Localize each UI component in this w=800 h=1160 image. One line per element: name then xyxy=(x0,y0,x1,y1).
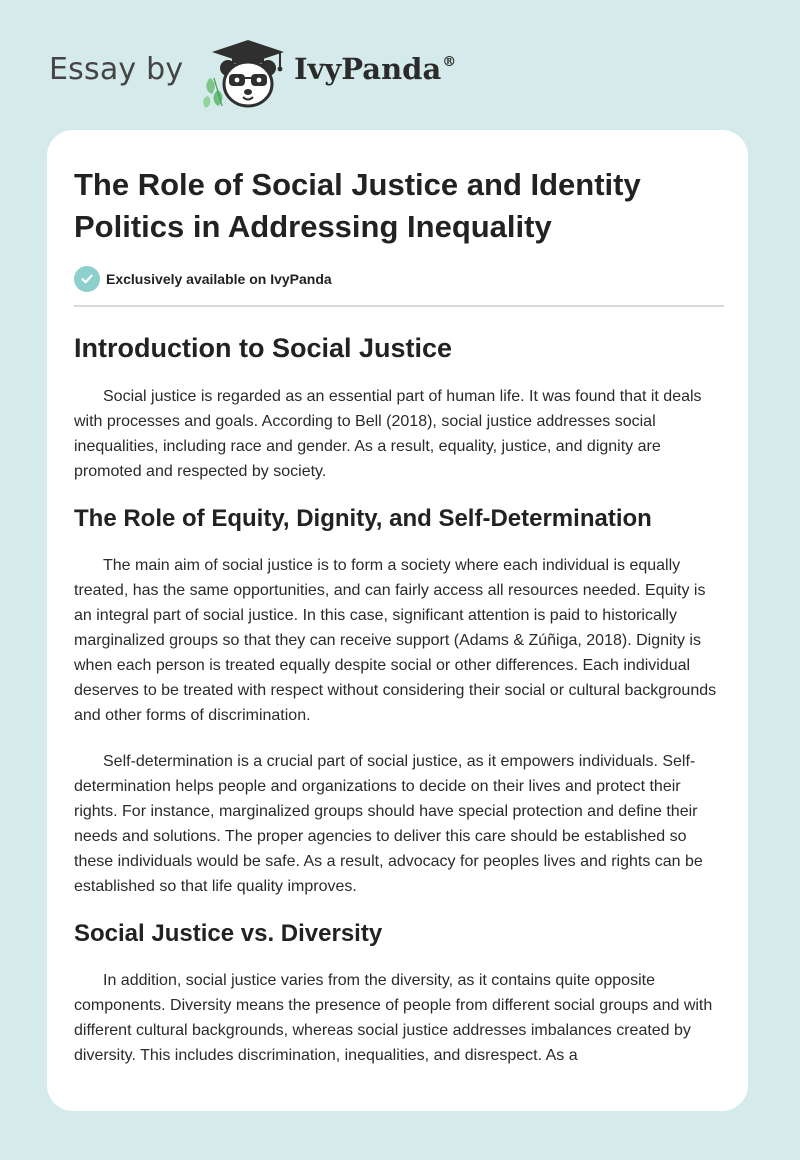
check-circle-icon xyxy=(74,266,100,292)
essay-by-label: Essay by xyxy=(49,52,184,87)
panda-logo-icon[interactable] xyxy=(200,38,290,110)
exclusive-badge xyxy=(74,266,724,292)
brand-name[interactable] xyxy=(294,52,456,86)
trademark-symbol: ® xyxy=(442,54,457,70)
brand-name-text: IvyPanda xyxy=(294,52,442,86)
essay-content xyxy=(74,164,724,1068)
site-header xyxy=(49,38,469,110)
section-heading-equity: The Role of Equity, Dignity, and Self-Determination xyxy=(74,505,652,532)
diversity-paragraph: In addition, social justice varies from the diversity, as it contains quite opposite components. Diversity means the presence of people from different social groups and with different cultural backgrounds, whereas social justice addresses imbalances created by diversity. This includes discrimination, inequalities, and disrespect. As a xyxy=(74,972,713,1064)
badge-label: Exclusively available on IvyPanda xyxy=(106,271,332,287)
self-determination-paragraph: Self-determination is a crucial part of social justice, as it empowers individuals. Self-determination helps people and organizations to decide on their lives and protect their rights. For instance, marginalized groups should have special protection and define their needs and solutions. The proper agencies to deliver this care should be established so these individuals would be safe. As a result, advocacy for peoples lives and rights can be established so that life quality improves. xyxy=(74,753,703,895)
section-heading-diversity: Social Justice vs. Diversity xyxy=(74,920,383,947)
equity-paragraph: The main aim of social justice is to form a society where each individual is equally treated, has the same opportunities, and can fairly access all resources needed. Equity is an integral part of social justice. In this case, significant attention is paid to historically marginalized groups so that they can receive support (Adams & Zúñiga, 2018). Dignity is when each person is treated equally despite social or other differences. Each individual deserves to be treated with respect without considering their social or cultural backgrounds and other forms of discrimination. xyxy=(74,557,717,724)
checkmark-icon xyxy=(80,272,94,286)
title-divider xyxy=(74,305,724,307)
essay-title: The Role of Social Justice and Identity Politics in Addressing Inequality xyxy=(74,167,641,244)
essay-card xyxy=(47,130,748,1111)
intro-paragraph: Social justice is regarded as an essential part of human life. It was found that it deals with processes and goals. According to Bell (2018), social justice addresses social inequalities, including race and gender. As a result, equality, justice, and dignity are promoted and respected by society. xyxy=(74,388,702,480)
section-heading-introduction: Introduction to Social Justice xyxy=(74,333,453,363)
